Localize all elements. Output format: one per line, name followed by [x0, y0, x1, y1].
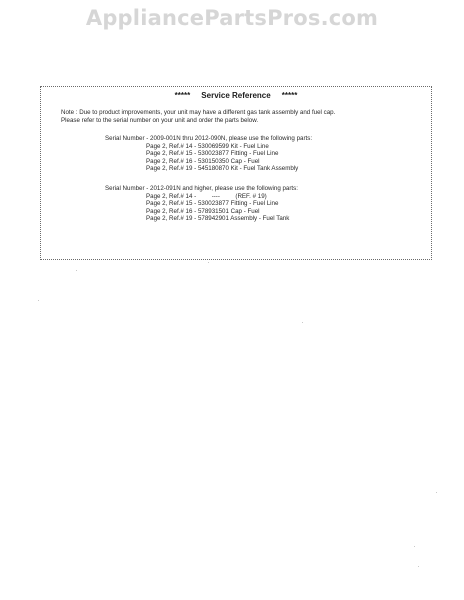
part-item: Page 2, Ref.# 16 - 530150350 Cap - Fuel — [146, 157, 260, 165]
scan-speck — [208, 262, 209, 263]
part-item: Page 2, Ref.# 16 - 578931501 Cap - Fuel — [146, 207, 260, 215]
service-reference-box — [40, 86, 432, 260]
note-line: Note : Due to product improvements, your unit may have a different gas tank assembly and fuel cap. — [61, 109, 336, 116]
scan-speck — [76, 270, 77, 271]
section-heading: Serial Number - 2009-001N thru 2012-090N, please use the following parts: — [105, 135, 313, 142]
part-item: Page 2, Ref.# 14 - 530069599 Kit - Fuel Line — [146, 142, 269, 150]
note-line: Please refer to the serial number on your unit and order the parts below. — [61, 116, 259, 124]
section-heading: Serial Number - 2012-091N and higher, please use the following parts: — [105, 185, 298, 192]
scan-speck — [418, 566, 419, 567]
scan-speck — [38, 300, 39, 301]
scan-speck — [302, 322, 303, 323]
scan-speck — [436, 492, 437, 493]
scan-speck — [414, 546, 415, 547]
part-item: Page 2, Ref.# 14 - ---- (REF. # 19) — [146, 192, 267, 200]
serial-range-section — [105, 135, 312, 173]
part-item: Page 2, Ref.# 15 - 530023877 Fitting - Fuel Line — [146, 200, 279, 208]
note-text — [61, 109, 421, 124]
watermark: AppliancePartsPros.com — [85, 6, 379, 30]
part-item: Page 2, Ref.# 15 - 530023877 Fitting - Fuel Line — [146, 150, 279, 158]
part-item: Page 2, Ref.# 19 - 545180870 Kit - Fuel Tank Assembly — [146, 165, 299, 173]
service-reference-title: ***** Service Reference ***** — [174, 91, 298, 100]
serial-range-section — [105, 185, 298, 223]
part-item: Page 2, Ref.# 19 - 578942901 Assembly - Fuel Tank — [146, 215, 290, 223]
